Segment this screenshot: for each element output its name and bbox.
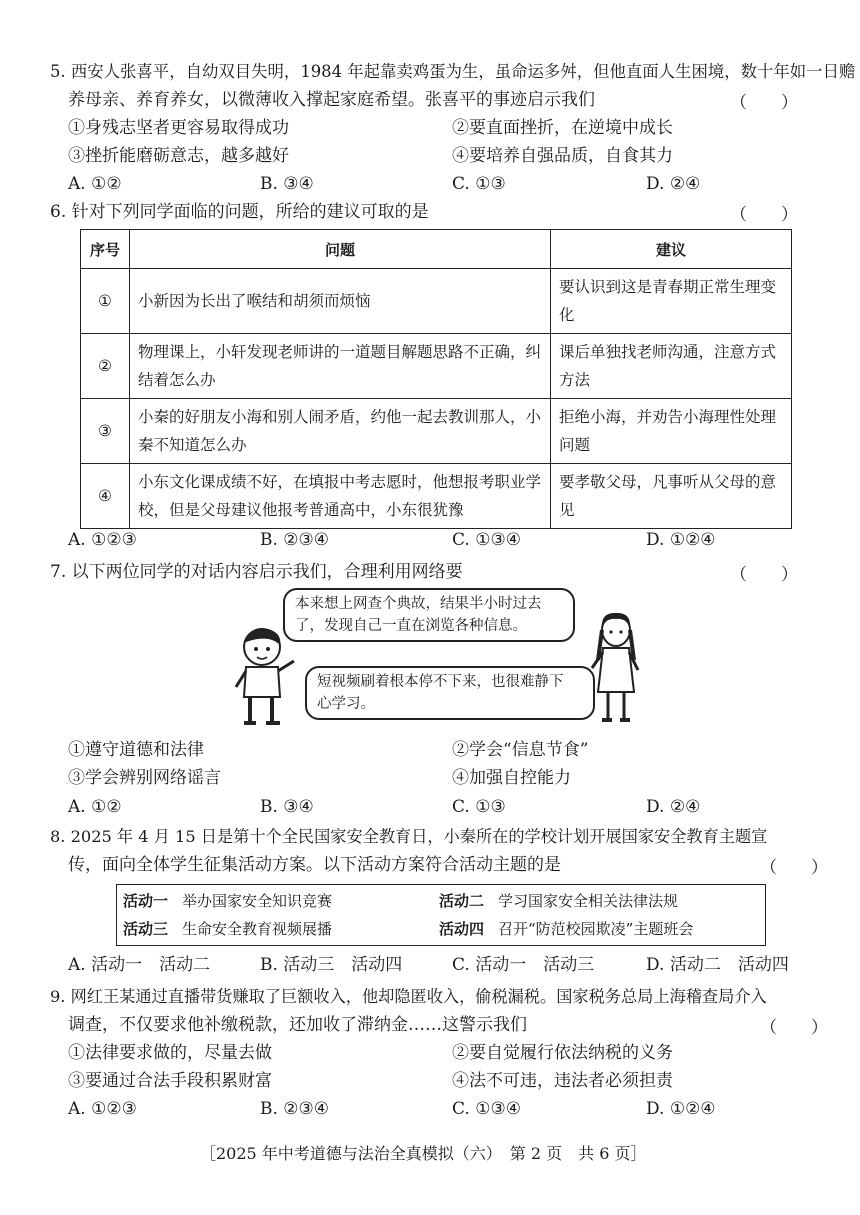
row-advice: 要认识到这是青春期正常生理变化 — [551, 269, 792, 334]
activity-4 — [439, 918, 693, 939]
activity-1 — [123, 890, 332, 911]
header-problem: 问题 — [130, 230, 551, 269]
table-row — [81, 399, 792, 464]
activity-label: 活动四 — [439, 920, 485, 938]
q7-choice-a[interactable]: A. ①② — [68, 797, 122, 817]
activity-3 — [123, 918, 332, 939]
q8-choice-c[interactable]: C. 活动一 活动三 — [452, 955, 595, 975]
q5-stem-cont: 养母亲、养育养女，以微薄收入撑起家庭希望。张喜平的事迹启示我们 — [68, 90, 595, 110]
bubble-line: 了，发现自己一直在浏览各种信息。 — [295, 618, 527, 634]
speech-bubble-top — [283, 588, 575, 642]
table-row — [81, 334, 792, 399]
activity-2 — [439, 890, 678, 911]
table-row — [81, 464, 792, 529]
row-number: ④ — [81, 464, 130, 529]
q6-choice-a[interactable]: A. ①②③ — [68, 530, 137, 550]
q9-stem: 9. 网红王某通过直播带货赚取了巨额收入，他却隐匿收入，偷税漏税。国家税务总局上海稽查局介入 — [50, 987, 767, 1006]
row-advice: 课后单独找老师沟通，注意方式方法 — [551, 334, 792, 399]
q9-answer-blank[interactable]: （ ） — [760, 1018, 828, 1038]
q9-option-4: ④法不可违，违法者必须担责 — [452, 1071, 673, 1091]
activity-text: 生命安全教育视频展播 — [182, 920, 333, 938]
row-problem: 小东文化课成绩不好，在填报中考志愿时，他想报考职业学校，但是父母建议他报考普通高中，小东很犹豫 — [130, 464, 551, 529]
q5-option-1: ①身残志坚者更容易取得成功 — [68, 118, 289, 138]
q6-choice-b[interactable]: B. ②③④ — [260, 530, 330, 550]
bubble-line: 本来想上网查个典故，结果半小时过去 — [295, 596, 542, 612]
activity-text: 举办国家安全知识竞赛 — [182, 892, 333, 910]
girl-student-illustration — [588, 610, 644, 728]
speech-bubble-bottom — [305, 666, 595, 720]
row-number: ③ — [81, 399, 130, 464]
q5-option-2: ②要直面挫折，在逆境中成长 — [452, 118, 673, 138]
row-problem: 物理课上，小轩发现老师讲的一道题目解题思路不正确，纠结着怎么办 — [130, 334, 551, 399]
row-problem: 小秦的好朋友小海和别人闹矛盾，约他一起去教训那人，小秦不知道怎么办 — [130, 399, 551, 464]
table-header — [81, 230, 792, 269]
q7-option-3: ③学会辨别网络谣言 — [68, 768, 221, 788]
q8-answer-blank[interactable]: （ ） — [760, 858, 828, 878]
bubble-line: 短视频刷着根本停不下来，也很难静下 — [317, 674, 564, 690]
q9-option-1: ①法律要求做的，尽量去做 — [68, 1043, 272, 1063]
q9-stem-cont: 调查，不仅要求他补缴税款，还加收了滞纳金……这警示我们 — [68, 1015, 527, 1035]
q8-stem: 8. 2025 年 4 月 15 日是第十个全民国家安全教育日，小秦所在的学校计划开展国家安全教育主题宣 — [50, 827, 768, 846]
activity-label: 活动三 — [123, 920, 169, 938]
q5-option-3: ③挫折能磨砺意志，越多越好 — [68, 146, 289, 166]
q6-choice-d[interactable]: D. ①②④ — [646, 530, 716, 550]
q8-choice-d[interactable]: D. 活动二 活动四 — [646, 955, 789, 975]
q7-choice-d[interactable]: D. ②④ — [646, 797, 701, 817]
q7-stem: 7. 以下两位同学的对话内容启示我们，合理利用网络要 — [50, 562, 463, 582]
q7-option-1: ①遵守道德和法律 — [68, 740, 204, 760]
q5-choice-b[interactable]: B. ③④ — [260, 174, 314, 194]
q8-choice-a[interactable]: A. 活动一 活动二 — [68, 955, 211, 975]
row-number: ① — [81, 269, 130, 334]
bubble-line: 心学习。 — [317, 696, 375, 712]
q9-option-3: ③要通过合法手段积累财富 — [68, 1071, 272, 1091]
activity-label: 活动二 — [439, 892, 485, 910]
row-problem: 小新因为长出了喉结和胡须而烦恼 — [130, 269, 551, 334]
q8-choice-b[interactable]: B. 活动三 活动四 — [260, 955, 403, 975]
q9-choice-c[interactable]: C. ①③④ — [452, 1099, 521, 1119]
q5-option-4: ④要培养自强品质，自食其力 — [452, 146, 673, 166]
row-advice: 要孝敬父母，凡事听从父母的意见 — [551, 464, 792, 529]
q7-answer-blank[interactable]: （ ） — [730, 565, 798, 585]
q6-table — [80, 229, 792, 529]
boy-student-illustration — [228, 625, 300, 733]
header-advice: 建议 — [551, 230, 792, 269]
table-row — [81, 269, 792, 334]
activity-label: 活动一 — [123, 892, 169, 910]
q7-option-4: ④加强自控能力 — [452, 768, 571, 788]
q5-choice-a[interactable]: A. ①② — [68, 174, 122, 194]
page-footer: ［2025 年中考道德与法治全真模拟（六） 第 2 页 共 6 页］ — [200, 1144, 647, 1163]
row-advice: 拒绝小海，并劝告小海理性处理问题 — [551, 399, 792, 464]
q8-activity-box — [116, 884, 766, 946]
q9-choice-b[interactable]: B. ②③④ — [260, 1099, 330, 1119]
q5-stem: 5. 西安人张喜平，自幼双目失明，1984 年起靠卖鸡蛋为生，虽命运多舛，但他直面人生困境，数十年如一日赡 — [50, 62, 856, 81]
q5-answer-blank[interactable]: （ ） — [730, 93, 798, 113]
q7-choice-c[interactable]: C. ①③ — [452, 797, 506, 817]
q5-choice-c[interactable]: C. ①③ — [452, 174, 506, 194]
q8-stem-cont: 传，面向全体学生征集活动方案。以下活动方案符合活动主题的是 — [68, 855, 561, 875]
activity-text: 召开“防范校园欺凌”主题班会 — [498, 920, 694, 938]
q9-choice-d[interactable]: D. ①②④ — [646, 1099, 716, 1119]
header-no: 序号 — [81, 230, 130, 269]
q5-choice-d[interactable]: D. ②④ — [646, 174, 701, 194]
row-number: ② — [81, 334, 130, 399]
q6-answer-blank[interactable]: （ ） — [730, 205, 798, 225]
q9-choice-a[interactable]: A. ①②③ — [68, 1099, 137, 1119]
q6-choice-c[interactable]: C. ①③④ — [452, 530, 521, 550]
q7-option-2: ②学会“信息节食” — [452, 740, 589, 760]
q6-stem: 6. 针对下列同学面临的问题，所给的建议可取的是 — [50, 202, 429, 222]
activity-text: 学习国家安全相关法律法规 — [498, 892, 679, 910]
q7-choice-b[interactable]: B. ③④ — [260, 797, 314, 817]
q9-option-2: ②要自觉履行依法纳税的义务 — [452, 1043, 673, 1063]
